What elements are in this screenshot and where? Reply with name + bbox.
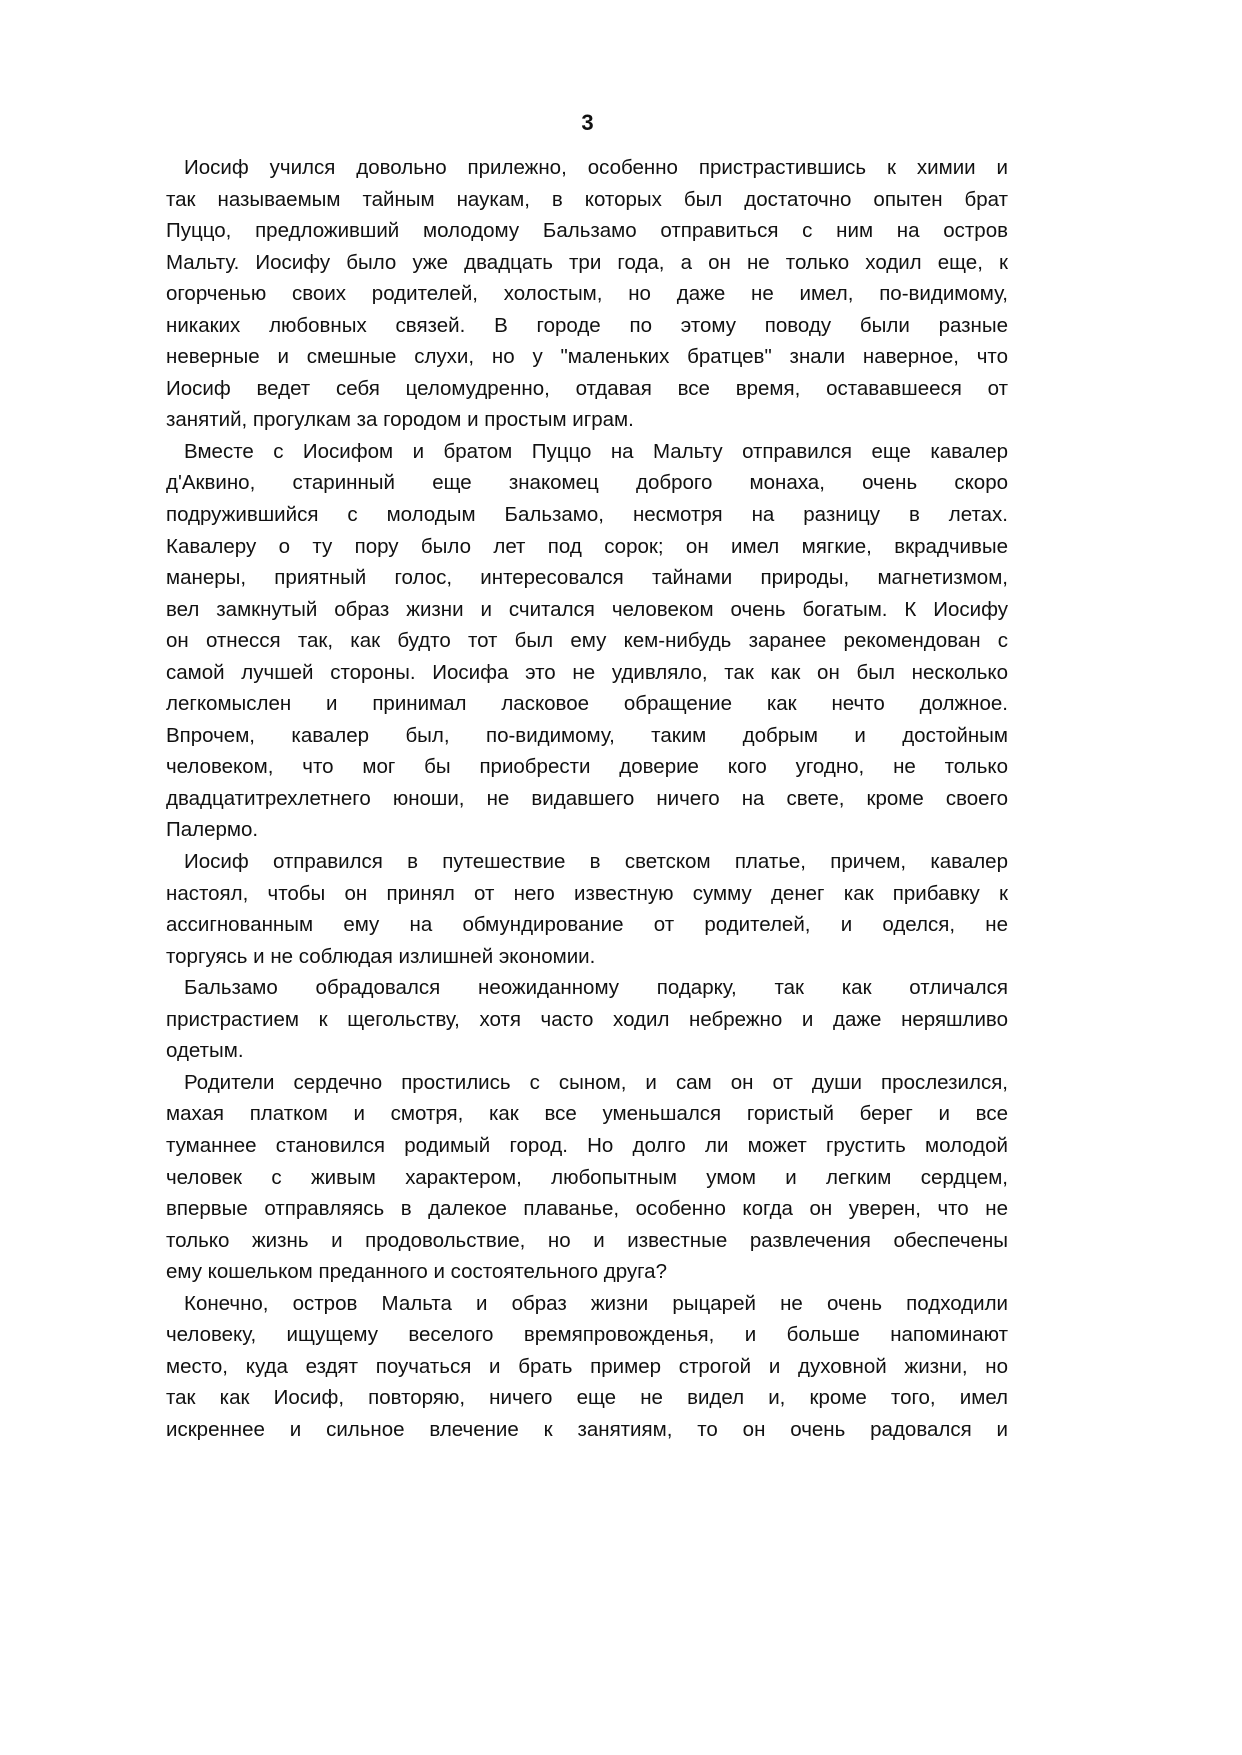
text-line: он отнесся так, как будто тот был ему кем-нибудь заранее рекомендован с [166, 629, 1008, 653]
text-line: настоял, чтобы он принял от него известную сумму денег как прибавку к [166, 881, 1008, 905]
paragraph [166, 972, 1008, 1067]
text-line: Палермо. [166, 818, 259, 842]
text-line: огорченью своих родителей, холостым, но даже не имел, по-видимому, [166, 282, 1008, 306]
text-line: торгуясь и не соблюдая излишней экономии. [166, 944, 596, 968]
text-line: никаких любовных связей. В городе по этому поводу были разные [166, 313, 1008, 337]
text-line: легкомыслен и принимал ласковое обращение как нечто должное. [166, 692, 1008, 716]
text-line: одетым. [166, 1039, 244, 1063]
paragraph [166, 1067, 1008, 1288]
text-line: ассигнованным ему на обмундирование от родителей, и оделся, не [166, 913, 1008, 937]
paragraph [166, 846, 1008, 972]
text-line: туманнее становился родимый город. Но долго ли может грустить молодой [166, 1133, 1008, 1157]
text-line: человеком, что мог бы приобрести доверие кого угодно, не только [166, 755, 1008, 779]
text-line: ему кошельком преданного и состоятельного друга? [166, 1260, 667, 1284]
text-line: Бальзамо обрадовался неожиданному подарку, так как отличался [184, 976, 1008, 1000]
text-line: впервые отправляясь в далекое плаванье, особенно когда он уверен, что не [166, 1197, 1008, 1221]
text-line: так называемым тайным наукам, в которых был достаточно опытен брат [166, 187, 1008, 211]
text-line: Вместе с Иосифом и братом Пуццо на Мальту отправился еще кавалер [184, 439, 1008, 463]
text-line: Конечно, остров Мальта и образ жизни рыцарей не очень подходили [184, 1291, 1008, 1315]
text-line: Кавалеру о ту пору было лет под сорок; он имел мягкие, вкрадчивые [166, 534, 1008, 558]
text-line: искреннее и сильное влечение к занятиям, то он очень радовался и [166, 1417, 1008, 1441]
text-line: Иосиф учился довольно прилежно, особенно пристрастившись к химии и [184, 156, 1008, 179]
text-line: манеры, приятный голос, интересовался тайнами природы, магнетизмом, [166, 566, 1008, 590]
text-line: Иосиф ведет себя целомудренно, отдавая все время, остававшееся от [166, 376, 1008, 400]
text-line: Иосиф отправился в путешествие в светском платье, причем, кавалер [184, 850, 1008, 874]
text-line: пристрастием к щегольству, хотя часто ходил небрежно и даже неряшливо [166, 1007, 1008, 1031]
text-line: Пуццо, предложивший молодому Бальзамо отправиться с ним на остров [166, 219, 1008, 243]
text-line: так как Иосиф, повторяю, ничего еще не видел и, кроме того, имел [166, 1386, 1008, 1410]
paragraph [166, 152, 1008, 436]
text-line: занятий, прогулкам за городом и простым играм. [166, 408, 634, 432]
paragraph [166, 436, 1008, 846]
paragraph [166, 1288, 1008, 1446]
text-line: Мальту. Иосифу было уже двадцать три года, а он не только ходил еще, к [166, 250, 1008, 274]
text-line: махая платком и смотря, как все уменьшался гористый берег и все [166, 1102, 1008, 1126]
text-line: д'Аквино, старинный еще знакомец доброго монаха, очень скоро [166, 471, 1008, 495]
text-line: двадцатитрехлетнего юноши, не видавшего ничего на свете, кроме своего [166, 786, 1008, 810]
text-line: вел замкнутый образ жизни и считался человеком очень богатым. К Иосифу [166, 597, 1008, 621]
text-line: человеку, ищущему веселого времяпровожденья, и больше напоминают [166, 1323, 1008, 1347]
document-body [166, 152, 1008, 1445]
text-line: Родители сердечно простились с сыном, и сам он от души прослезился, [184, 1070, 1008, 1094]
text-line: человек с живым характером, любопытным умом и легким сердцем, [166, 1165, 1008, 1189]
text-line: Впрочем, кавалер был, по-видимому, таким добрым и достойным [166, 723, 1008, 747]
page-number: 3 [581, 110, 594, 135]
text-line: только жизнь и продовольствие, но и известные развлечения обеспечены [166, 1228, 1008, 1252]
text-line: неверные и смешные слухи, но у "маленьких братцев" знали наверное, что [166, 345, 1008, 369]
text-line: подружившийся с молодым Бальзамо, несмотря на разницу в летах. [166, 503, 1008, 527]
text-line: самой лучшей стороны. Иосифа это не удивляло, так как он был несколько [166, 660, 1008, 684]
text-line: место, куда ездят поучаться и брать пример строгой и духовной жизни, но [166, 1354, 1008, 1378]
